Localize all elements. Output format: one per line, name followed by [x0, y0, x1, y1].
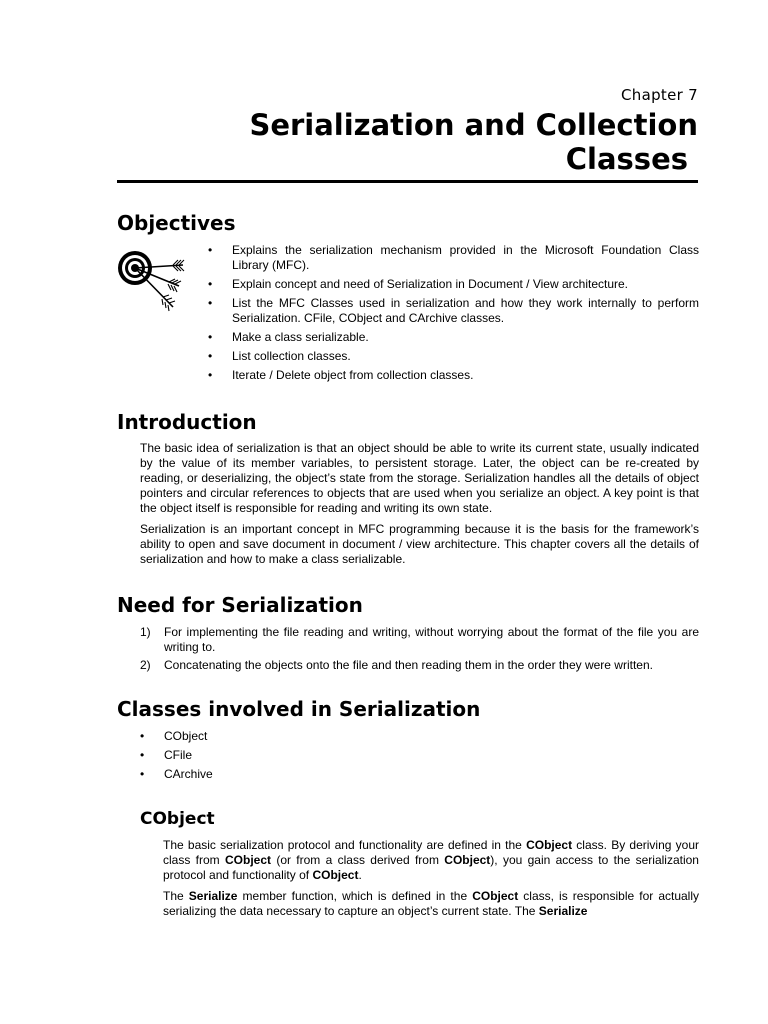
objectives-heading: Objectives — [117, 211, 236, 235]
cobject-paragraph-2: The Serialize member function, which is defined in the CObject class, is responsible for actually serializing the data necessary to capture an object’s current state. The Serialize — [163, 889, 700, 918]
list-item: • Make a class serializable. — [208, 330, 699, 345]
chapter-title-line-1: Serialization and Collection — [249, 108, 698, 142]
list-item: • CArchive — [140, 767, 440, 782]
list-item: 2) Concatenating the objects onto the file and then reading them in the order they were written. — [140, 658, 653, 672]
cobject-heading: CObject — [140, 809, 215, 829]
list-item: • List the MFC Classes used in serialization and how they work internally to perform Serialization. CFile, CObject and CArchive classes. — [208, 296, 699, 326]
introduction-paragraph-1: The basic idea of serialization is that an object should be able to write its current state, usually indicated by the value of its member variables, to persistent storage. Later, the object can be re-created by reading, or deserializing, the object’s state from the storage. Serialization handles all the details of object pointers and circular references to objects that are used when you serialize an object. A key point is that the object itself is responsible for reading and writing its own state. — [140, 441, 699, 515]
need-heading: Need for Serialization — [117, 593, 363, 617]
introduction-body — [140, 441, 699, 573]
introduction-paragraph-2: Serialization is an important concept in MFC programming because it is the basis for the framework’s ability to open and save document in document / view architecture. This chapter covers all the details of serialization and how to make a class serializable. — [140, 522, 699, 566]
need-list — [140, 625, 699, 676]
chapter-label: Chapter 7 — [621, 86, 698, 104]
classes-heading: Classes involved in Serialization — [117, 697, 481, 721]
list-item: • Explain concept and need of Serialization in Document / View architecture. — [208, 277, 699, 292]
introduction-heading: Introduction — [117, 410, 257, 434]
target-icon — [113, 243, 195, 317]
classes-list — [140, 729, 440, 786]
cobject-body — [163, 838, 699, 925]
chapter-title-line-2: Classes — [565, 142, 688, 176]
list-item: • Explains the serialization mechanism provided in the Microsoft Foundation Class Library (MFC). — [208, 243, 699, 273]
objectives-list — [208, 243, 699, 387]
chapter-title — [138, 108, 698, 176]
list-item: • CFile — [140, 748, 440, 763]
cobject-paragraph-1: The basic serialization protocol and functionality are defined in the CObject class. By deriving your class from CObject (or from a class derived from CObject), you gain access to the serialization protocol and functionality of CObject. — [163, 838, 699, 882]
title-divider — [117, 180, 698, 183]
list-item: 1) For implementing the file reading and writing, without worrying about the format of the file you are writing to. — [140, 625, 699, 654]
list-item: • List collection classes. — [208, 349, 699, 364]
list-item: • CObject — [140, 729, 440, 744]
list-item: • Iterate / Delete object from collection classes. — [208, 368, 699, 383]
